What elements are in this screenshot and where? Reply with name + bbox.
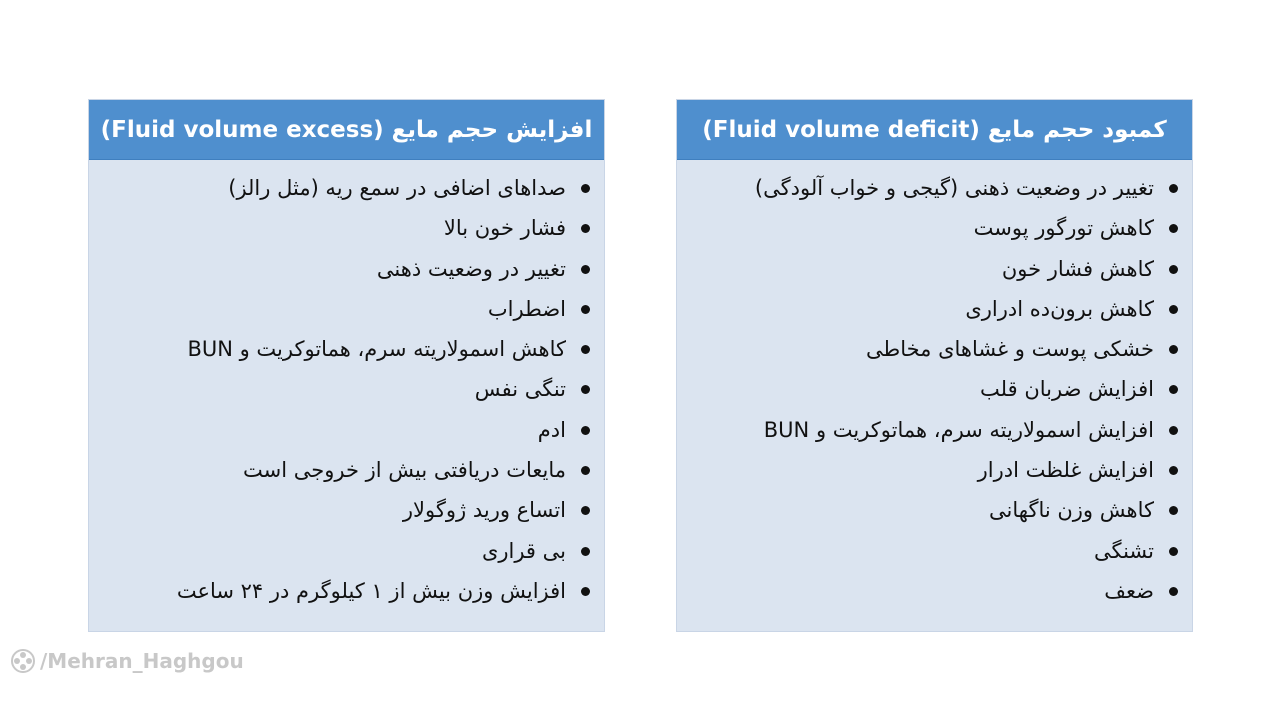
fluid-deficit-card [676, 99, 1193, 632]
list-item: صداهای اضافی در سمع ریه (مثل رالز) [89, 168, 604, 208]
bullet-icon [1169, 466, 1178, 475]
list-item: افزایش غلظت ادرار [677, 450, 1192, 490]
list-item: بی قراری [89, 531, 604, 571]
bullet-icon [1169, 265, 1178, 274]
bullet-icon [581, 466, 590, 475]
list-item: افزایش اسمولاریته سرم، هماتوکریت و BUN [677, 410, 1192, 450]
list-item: تغییر در وضعیت ذهنی (گیجی و خواب آلودگی) [677, 168, 1192, 208]
bullet-icon [581, 385, 590, 394]
list-item: اتساع ورید ژوگولار [89, 490, 604, 530]
bullet-icon [1169, 547, 1178, 556]
list-item: فشار خون بالا [89, 208, 604, 248]
bullet-icon [1169, 385, 1178, 394]
fluid-deficit-header [677, 100, 1192, 160]
list-item: افزایش ضربان قلب [677, 369, 1192, 409]
bullet-icon [1169, 224, 1178, 233]
bullet-icon [1169, 305, 1178, 314]
watermark-handle: /Mehran_Haghgou [40, 649, 244, 673]
list-item: مایعات دریافتی بیش از خروجی است [89, 450, 604, 490]
list-item: خشکی پوست و غشاهای مخاطی [677, 329, 1192, 369]
list-item: ادم [89, 410, 604, 450]
fluid-excess-header [89, 100, 604, 160]
list-item: افزایش وزن بیش از ۱ کیلوگرم در ۲۴ ساعت [89, 571, 604, 611]
aparat-logo-icon [10, 648, 36, 674]
bullet-icon [581, 305, 590, 314]
list-item: تشنگی [677, 531, 1192, 571]
list-item: کاهش اسمولاریته سرم، هماتوکریت و BUN [89, 329, 604, 369]
fluid-deficit-title: کمبود حجم مایع (Fluid volume deficit) [702, 116, 1167, 143]
list-item: تنگی نفس [89, 369, 604, 409]
list-item: اضطراب [89, 289, 604, 329]
bullet-icon [1169, 426, 1178, 435]
fluid-excess-title: افزایش حجم مایع (Fluid volume excess) [100, 116, 593, 143]
bullet-icon [581, 345, 590, 354]
bullet-icon [581, 224, 590, 233]
bullet-icon [1169, 587, 1178, 596]
list-item: ضعف [677, 571, 1192, 611]
bullet-icon [581, 184, 590, 193]
bullet-icon [581, 265, 590, 274]
list-item: کاهش برون‌ده ادراری [677, 289, 1192, 329]
fluid-excess-list [89, 160, 604, 611]
list-item: تغییر در وضعیت ذهنی [89, 249, 604, 289]
bullet-icon [1169, 506, 1178, 515]
fluid-excess-card [88, 99, 605, 632]
fluid-deficit-list [677, 160, 1192, 611]
bullet-icon [1169, 345, 1178, 354]
list-item: کاهش وزن ناگهانی [677, 490, 1192, 530]
bullet-icon [581, 547, 590, 556]
bullet-icon [1169, 184, 1178, 193]
list-item: کاهش تورگور پوست [677, 208, 1192, 248]
bullet-icon [581, 426, 590, 435]
watermark [10, 648, 244, 674]
bullet-icon [581, 506, 590, 515]
list-item: کاهش فشار خون [677, 249, 1192, 289]
bullet-icon [581, 587, 590, 596]
